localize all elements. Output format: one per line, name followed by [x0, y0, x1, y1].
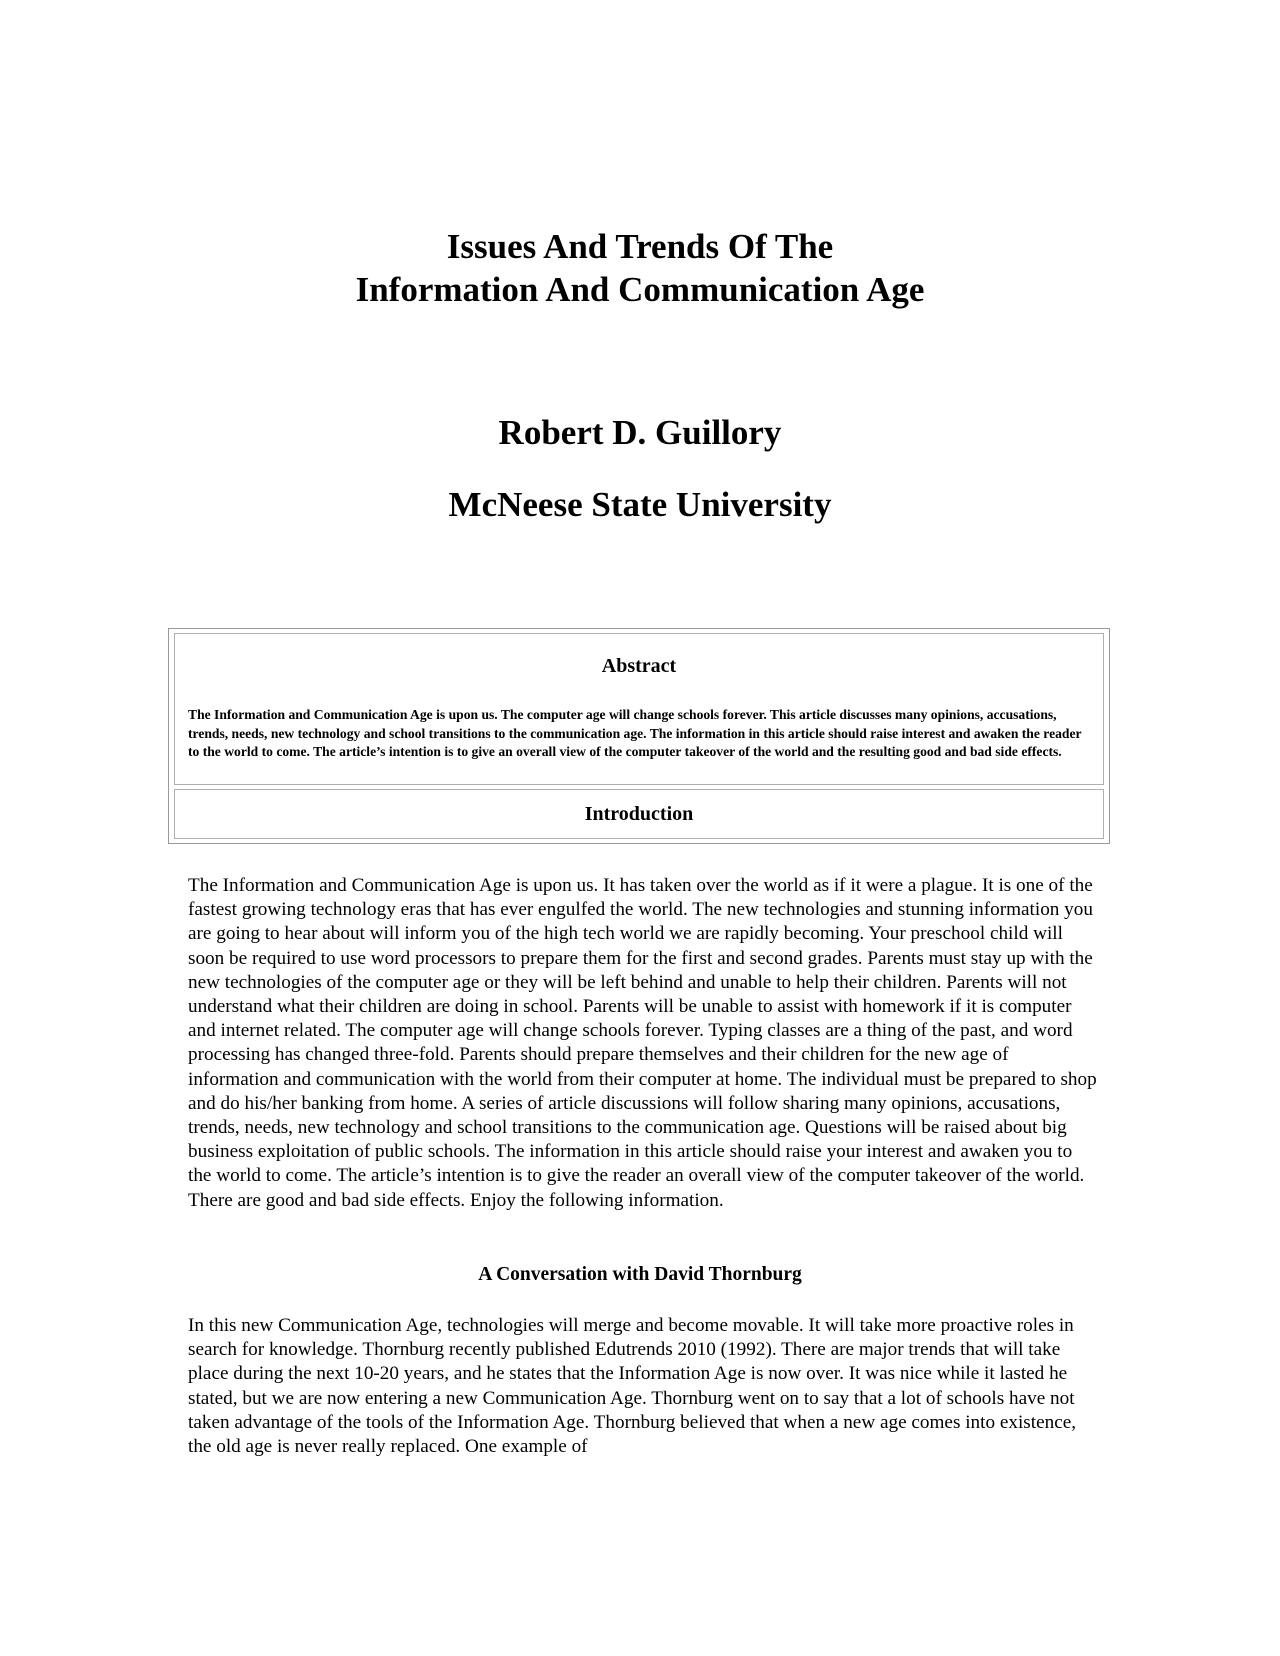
introduction-heading: Introduction	[584, 803, 694, 825]
abstract-table	[168, 628, 1110, 844]
section-paragraph: In this new Communication Age, technologies will merge and become movable. It will take more proactive roles in search for knowledge. Thornburg recently published Edutrends 2010 (1992). There are major trends that will take place during the next 10-20 years, and he states that the Information Age is now over. It was nice while it lasted he stated, but we are now entering a new Communication Age. Thornburg went on to say that a lot of schools have not taken advantage of the tools of the Information Age. Thornburg believed that when a new age comes into existence, the old age is never really replaced. One example of	[188, 1315, 1077, 1458]
title-line-1: Issues And Trends Of The	[446, 227, 834, 266]
section-heading: A Conversation with David Thornburg	[478, 1264, 802, 1285]
institution-name: McNeese State University	[448, 485, 832, 524]
abstract-heading: Abstract	[601, 655, 677, 677]
introduction-cell	[174, 789, 1104, 839]
document-title	[0, 225, 1280, 311]
author-name: Robert D. Guillory	[498, 413, 782, 452]
introduction-paragraph: The Information and Communication Age is upon us. It has taken over the world as if it were a plague. It is one of the fastest growing technology eras that has ever engulfed the world. The new technologies and stunning information you are going to hear about will inform you of the high tech world we are rapidly becoming. Your preschool child will soon be required to use word processors to prepare them for the first and second grades. Parents must stay up with the new technologies of the computer age or they will be left behind and unable to help their children. Parents will not understand what their children are doing in school. Parents will be unable to assist with homework if it is computer and internet related. The computer age will change schools forever. Typing classes are a thing of the past, and word processing has changed three-fold. Parents should prepare themselves and their children for the new age of information and communication with the world from their computer at home. The individual must be prepared to shop and do his/her banking from home. A series of article discussions will follow sharing many opinions, accusations, trends, needs, new technology and school transitions to the communication age. Questions will be raised about big business exploitation of public schools. The information in this article should raise your interest and awaken you to the world to come. The article’s intention is to give the reader an overall view of the computer takeover of the world. There are good and bad side effects. Enjoy the following information.	[188, 875, 1097, 1211]
abstract-cell	[174, 633, 1104, 785]
title-line-2: Information And Communication Age	[355, 270, 925, 309]
abstract-text: The Information and Communication Age is upon us. The computer age will change schools forever. This article discusses many opinions, accusations, trends, needs, new technology and school transitions to the communication age. The information in this article should raise interest and awaken the reader to the world to come. The article’s intention is to give an overall view of the computer takeover of the world and the resulting good and bad side effects.	[188, 707, 1082, 759]
